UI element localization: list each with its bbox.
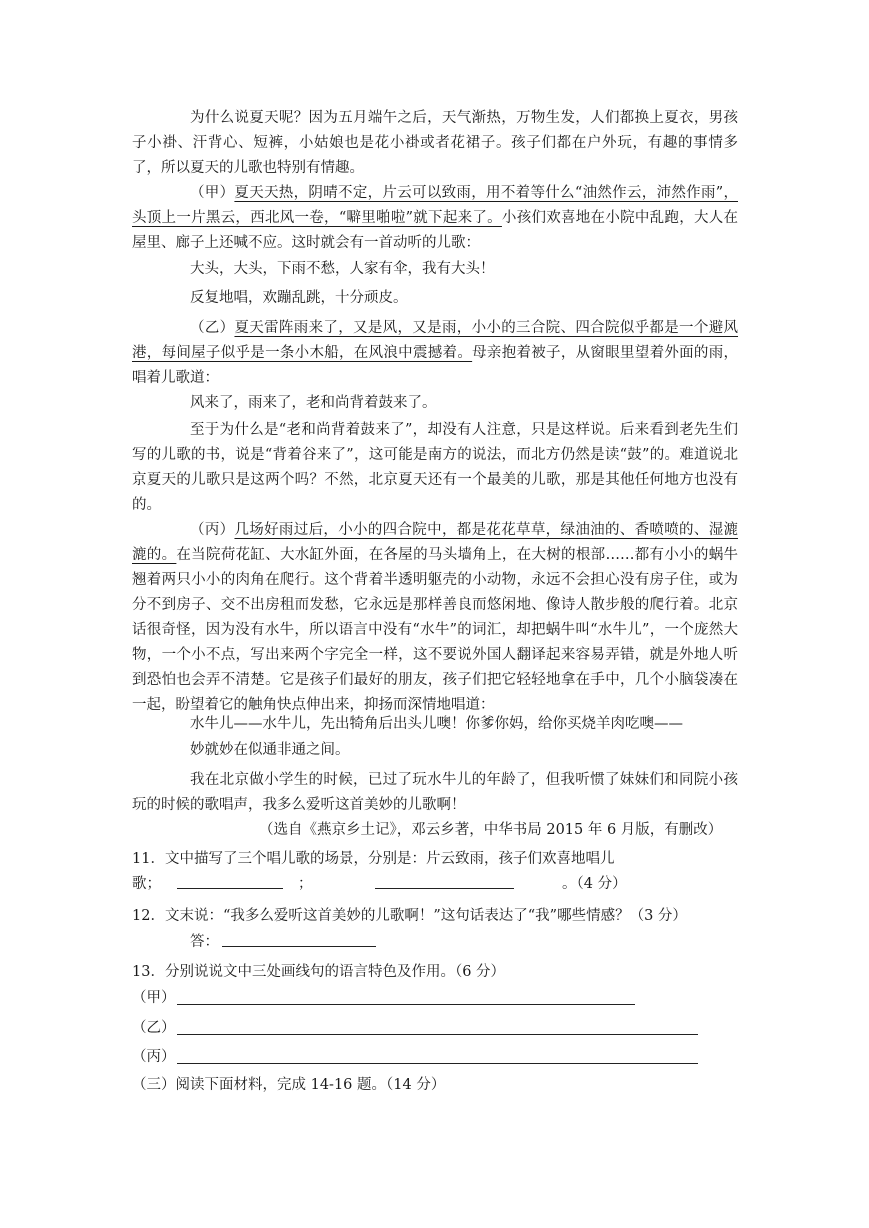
source-citation: （选自《燕京乡土记》，邓云乡著，中华书局 2015 年 6 月版，有删改）	[259, 822, 723, 838]
paragraph-jia	[132, 181, 738, 256]
paragraph-yi	[132, 316, 738, 391]
answer-blank-11b[interactable]	[375, 888, 514, 889]
underlined-sentence-yi: 夏天雷阵雨来了，又是风，又是雨，小小的三合院、四合院似乎都是一个避风港，每间屋子似乎是一条小木船，在风浪中震撼着。	[132, 320, 739, 361]
answer-blank-13-bing[interactable]	[177, 1063, 698, 1064]
answer-blank-12[interactable]	[222, 946, 376, 947]
paragraph-5: 至于为什么是“老和尚背着鼓来了”，却没有人注意，只是这样说。后来看到老先生们写的儿歌的书，说是“背着谷来了”，这可能是南方的说法，而北方仍然是读“鼓”的。难道说北京夏天的儿歌只是这两个吗？不然，北京夏天还有一个最美的儿歌，那是其他任何地方也没有的。	[132, 422, 738, 513]
song-2: 风来了，雨来了，老和尚背着鼓来了。	[190, 395, 437, 411]
song-3: 水牛儿——水牛儿，先出犄角后出头儿噢！你爹你妈，给你买烧羊肉吃噢——	[190, 716, 683, 732]
song-1: 大头，大头，下雨不愁，人家有伞，我有大头！	[190, 261, 495, 277]
question-11-end: 。（4 分）	[562, 876, 627, 892]
question-13-label-jia: （甲）	[132, 990, 176, 1006]
paragraph-bing	[132, 518, 738, 718]
question-13: 13．分别说说文中三处画线句的语言特色及作用。（6 分）	[132, 964, 506, 980]
question-13-label-bing: （丙）	[132, 1049, 176, 1065]
question-11-sep: ；	[298, 876, 313, 892]
question-13-label-yi: （乙）	[132, 1020, 176, 1036]
underlined-sentence-bing: 几场好雨过后，小小的四合院中，都是花花草草，绿油油的、香喷喷的、湿漉漉的。	[132, 522, 739, 563]
answer-blank-11a[interactable]	[177, 888, 283, 889]
answer-blank-13-jia[interactable]	[177, 1004, 635, 1005]
paragraph-3: 反复地唱，欢蹦乱跳，十分顽皮。	[190, 290, 408, 306]
question-12: 12．文末说：“我多么爱听这首美妙的儿歌啊！”这句话表达了“我”哪些情感？（3 分）	[132, 908, 687, 924]
answer-label-12: 答：	[190, 934, 219, 950]
question-11-start: 歌；	[132, 876, 161, 892]
paragraph-bing-rest: 在当院荷花缸、大水缸外面，在各屋的马头墙角上，在大树的根部……都有小小的蜗牛翘着两只小小的肉角在爬行。这个背着半透明躯壳的小动物，永远不会担心没有房子住，或为分不到房子、交不出房租而发愁，它永远是那样善良而悠闲地、像诗人散步般的爬行着。北京话很奇怪，因为没有水牛，所以语言中没有“水牛”的词汇，却把蜗牛叫“水牛儿”，一个庞然大物，一个小不点，写出来两个字完全一样，这不要说外国人翻译起来容易弄错，就是外地人听到恐怕也会弄不清楚。它是孩子们最好的朋友，孩子们把它轻轻地拿在手中，几个小脑袋凑在一起，盼望着它的触角快点伸出来，抑扬而深情地唱道：	[132, 547, 739, 713]
mark-bing: （丙）	[190, 522, 235, 538]
paragraph-7: 妙就妙在似通非通之间。	[190, 742, 350, 758]
answer-blank-13-yi[interactable]	[177, 1034, 698, 1035]
mark-yi: （乙）	[190, 320, 235, 336]
paragraph-1: 为什么说夏天呢？因为五月端午之后，天气渐热，万物生发，人们都换上夏衣，男孩子小褂、汗背心、短裤，小姑娘也是花小褂或者花裙子。孩子们都在户外玩，有趣的事情多了，所以夏天的儿歌也特别有情趣。	[132, 110, 738, 176]
paragraph-yi-rest: 母亲抱着被子，从窗眼里望着外面的雨，唱着儿歌道：	[132, 345, 739, 386]
paragraph-8: 我在北京做小学生的时候，已过了玩水牛儿的年龄了，但我听惯了妹妹们和同院小孩玩的时候的歌唱声，我多么爱听这首美妙的儿歌啊！	[132, 772, 738, 813]
question-11: 11．文中描写了三个唱儿歌的场景，分别是：片云致雨，孩子们欢喜地唱儿	[132, 851, 615, 867]
section-3-heading: （三）阅读下面材料，完成 14-16 题。（14 分）	[132, 1077, 446, 1093]
underlined-sentence-jia: 夏天天热，阴晴不定，片云可以致雨，用不着等什么“油然作云，沛然作雨”，头顶上一片黑云，西北风一卷，“噼里啪啦”就下起来了。	[132, 185, 738, 226]
mark-jia: （甲）	[190, 185, 235, 201]
paragraph-jia-rest: 小孩们欢喜地在小院中乱跑，大人在屋里、廊子上还喊不应。这时就会有一首动听的儿歌：	[132, 210, 739, 251]
